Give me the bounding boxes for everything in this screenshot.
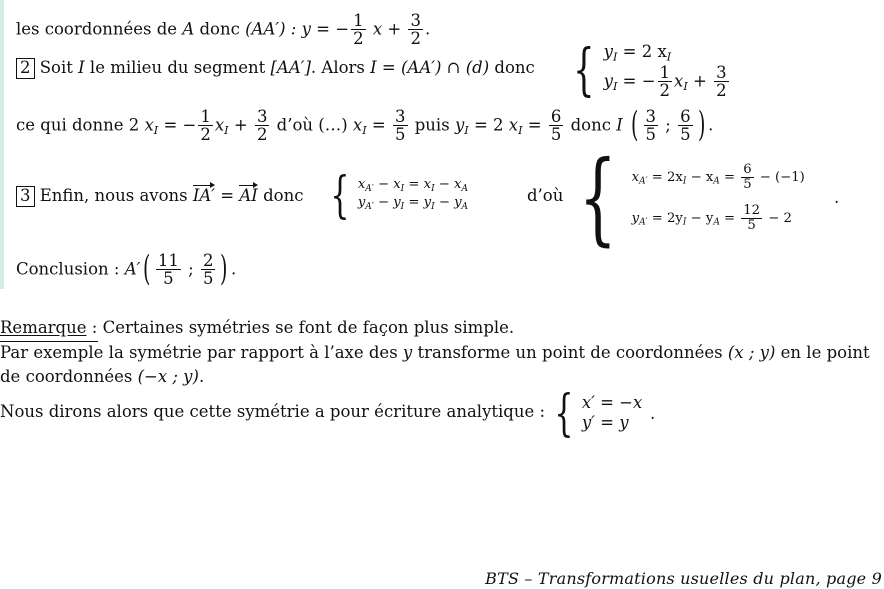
step-number-3: 3 [16,186,35,207]
example-line-2: de coordonnées (−x ; y). [0,367,205,386]
line-coordinates: les coordonnées de A donc (AA′) : y = − $\frac{1}{2}$ x + $\frac{3}{2}$ . [16,11,431,49]
conclusion-line: Conclusion : A′( $\frac{11}{5}$ ; $\frac{2}{5}$ ) . [16,249,237,290]
example-line: Par exemple la symétrie par rapport à l’axe des y transforme un point de coordonnées (x ; y) en le point [0,343,870,362]
vector-IA-prime: IA′ [192,186,216,205]
left-margin-bar [0,0,4,289]
system-step3-vectors: { $x_{A'} - x_I = x_I - x_A$ $y_{A'} - y_I = y_I - y_A$ [330,166,469,224]
analytic-system: { x′ = −x y′ = y [554,384,643,442]
example-overline [0,341,98,342]
fraction-three-halves: $\frac{3}{2}$ [410,11,421,49]
system-step3-result: { $x_{A'} = 2x_I - x_A$ = $\frac{6}{5}$ − (−1) $y_{A'} = 2y_I - y_A$ = $\frac{12}{5}$ − 2 [578,139,805,256]
step3-dou: d’où [527,186,564,205]
fraction-half: $\frac{1}{2}$ [353,11,364,49]
step-2-line: 2 Soit I le milieu du segment [AA′]. Alors I = (AA′) ∩ (d) donc [16,58,535,79]
step-3-line: 3 Enfin, nous avons IA′ = AI donc [16,186,303,207]
vector-AI: AI [239,186,258,205]
analytic-period: . [650,404,656,423]
analytic-line: Nous dirons alors que cette symétrie a pour écriture analytique : [0,402,546,421]
result-line: ce qui donne 2 $x_I$ = − $\frac{1}{2}$ $x_I$ + $\frac{3}{2}$ d’où (…) $x_I$ = $\frac{3}{5}$ puis $y_I = 2$ $x_I$ = $\frac{6}{5}$ donc I ( $\frac{3}{5}$ ; $\frac{6}{5}$ ) . [16,105,714,146]
page-footer: BTS – Transformations usuelles du plan, page 9 [485,569,882,588]
step3-period: . [834,188,840,207]
remark-line: Remarque : Certaines symétries se font de façon plus simple. [0,318,515,337]
system-step2: { $y_I = 2$ $x_I$ $y_I$ = − $\frac{1}{2}$ $x_I$ + $\frac{3}{2}$ [573,37,727,103]
step-number-2: 2 [16,58,35,79]
